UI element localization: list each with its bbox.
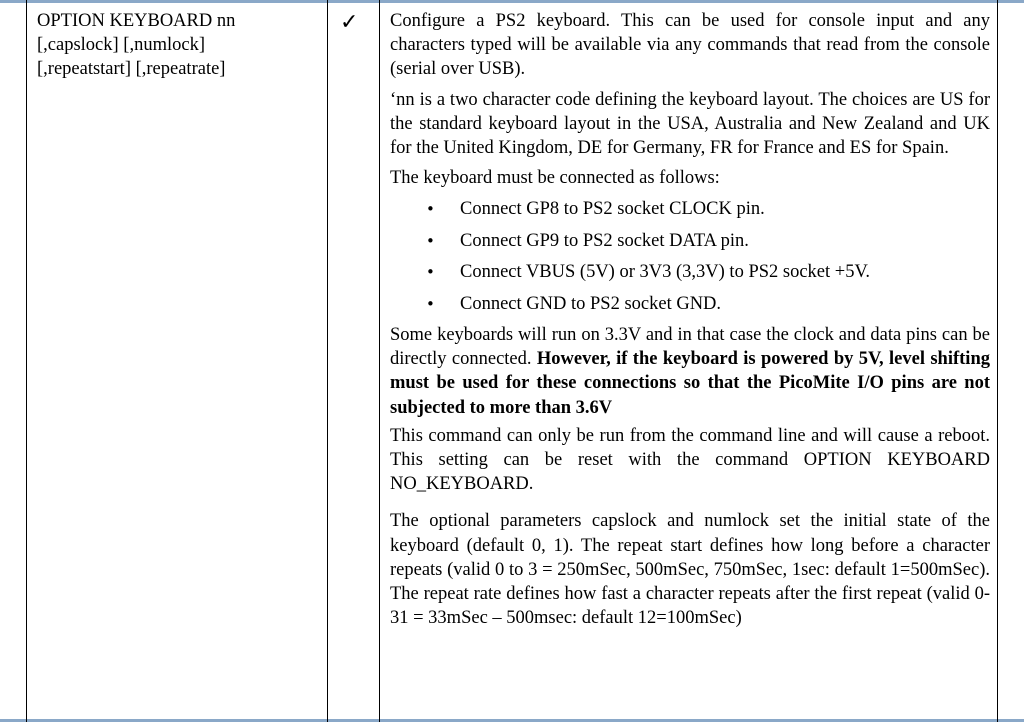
bullet-icon: • bbox=[426, 231, 435, 250]
description-paragraph: The optional parameters capslock and numlock set the initial state of the keyboard (default 0, 1). The repeat start defines how long before a character repeats (valid 0 to 3 = 250mSec, 500mSec, 750mSec, 1sec: default 1=500mSec). The repeat rate defines how fast a character repeats after the first repeat (valid 0-31 = 33mSec – 500msec: default 12=100mSec) bbox=[390, 511, 990, 629]
command-syntax-line: OPTION KEYBOARD nn bbox=[37, 11, 236, 31]
command-syntax-line: [,repeatstart] [,repeatrate] bbox=[37, 59, 226, 79]
list-item bbox=[390, 229, 990, 253]
table-border-right bbox=[997, 0, 998, 722]
description-paragraph: This command can only be run from the command line and will cause a reboot. This setting can be reset with the command OPTION KEYBOARD NO_KEYBOARD. bbox=[390, 425, 990, 495]
list-item bbox=[390, 292, 990, 316]
command-syntax-line: [,capslock] [,numlock] bbox=[37, 35, 205, 55]
connection-list bbox=[390, 197, 990, 315]
bullet-icon: • bbox=[426, 294, 435, 313]
bullet-icon: • bbox=[426, 200, 435, 219]
voltage-warning-text: However, if the keyboard is powered by 5V, level shifting must be used for these connections so that the PicoMite I/O pins are not subjected to more than 3.6V bbox=[390, 349, 990, 418]
voltage-note-text: Some keyboards will run on 3.3V and in that case the clock and data pins can be directly connected. bbox=[390, 324, 990, 370]
list-item-text: Connect GP8 to PS2 socket CLOCK pin. bbox=[460, 199, 765, 220]
table-divider-2 bbox=[379, 0, 380, 722]
list-item bbox=[390, 260, 990, 284]
table-border-left bbox=[26, 0, 27, 722]
table-divider-1 bbox=[327, 0, 328, 722]
description-paragraph bbox=[390, 323, 990, 420]
list-item-text: Connect VBUS (5V) or 3V3 (3,3V) to PS2 socket +5V. bbox=[460, 262, 871, 283]
list-item-text: Connect GND to PS2 socket GND. bbox=[460, 293, 722, 314]
description-paragraph: The keyboard must be connected as follows: bbox=[390, 168, 720, 189]
bullet-icon: • bbox=[426, 263, 435, 282]
description-paragraph: ‘nn is a two character code defining the keyboard layout. The choices are US for the standard keyboard layout in the USA, Australia and New Zealand and UK for the United Kingdom, DE for Germany, FR for France and ES for Spain. bbox=[390, 89, 990, 159]
list-item-text: Connect GP9 to PS2 socket DATA pin. bbox=[460, 230, 749, 251]
top-edge bbox=[0, 0, 1024, 3]
check-mark-icon: ✓ bbox=[340, 10, 359, 35]
description-cell bbox=[390, 9, 990, 630]
command-syntax-cell bbox=[37, 9, 322, 81]
list-item bbox=[390, 197, 990, 221]
description-paragraph: Configure a PS2 keyboard. This can be used for console input and any characters typed will be available via any commands that read from the console (serial over USB). bbox=[390, 11, 990, 80]
